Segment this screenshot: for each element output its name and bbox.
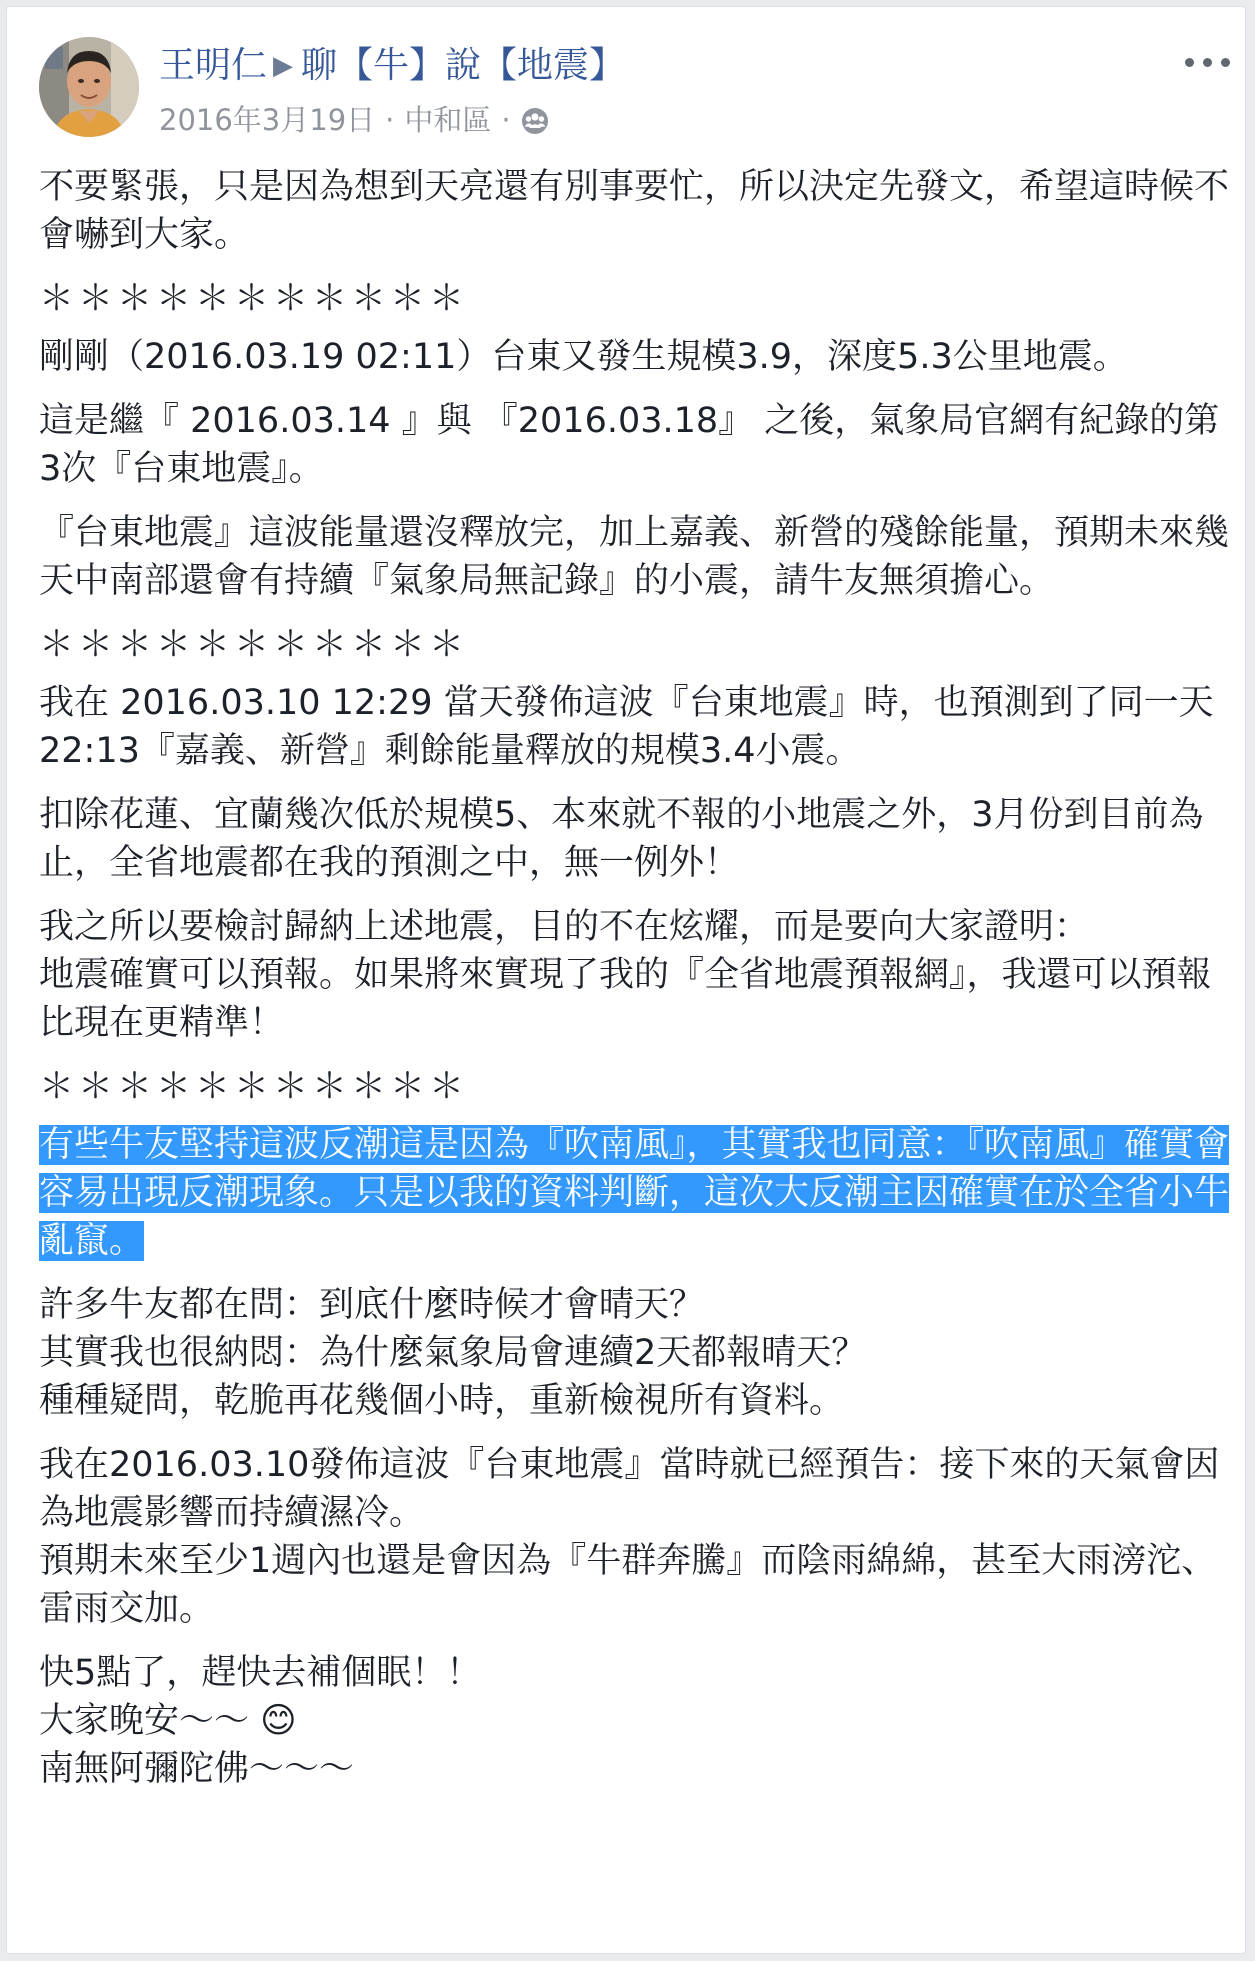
post-meta bbox=[159, 101, 549, 144]
meta-separator: · bbox=[385, 103, 395, 137]
author-name-link[interactable]: 王明仁 bbox=[159, 45, 268, 86]
post-paragraph: 我在2016.03.10發佈這波『台東地震』當時就已經預告：接下來的天氣會因為地震影響而持續濕冷。 預期未來至少1週內也還是會因為『牛群奔騰』而陰雨綿綿，甚至大雨滂沱、雷雨交加。 bbox=[39, 1445, 1220, 1629]
post-paragraph: 我在 2016.03.10 12:29 當天發佈這波『台東地震』時，也預測到了同一天 22:13『嘉義、新營』剩餘能量釋放的規模3.4小震。 bbox=[39, 683, 1214, 771]
post-paragraph: 快5點了，趕快去補個眠！！ 大家晚安～～ 😊 南無阿彌陀佛～～～ bbox=[39, 1653, 482, 1789]
group-name-link[interactable]: 聊【牛】說【地震】 bbox=[301, 45, 626, 86]
post-paragraph-selected bbox=[39, 1121, 1234, 1265]
post-paragraph: 不要緊張，只是因為想到天亮還有別事要忙，所以決定先發文，希望這時候不會嚇到大家。 bbox=[39, 167, 1230, 255]
post-header-title bbox=[159, 43, 625, 89]
meta-separator: · bbox=[501, 103, 511, 137]
selected-text[interactable]: 有些牛友堅持這波反潮這是因為『吹南風』，其實我也同意：『吹南風』確實會容易出現反潮現象。只是以我的資料判斷，這次大反潮主因確實在於全省小牛亂竄。 bbox=[39, 1125, 1230, 1261]
post-location[interactable]: 中和區 bbox=[404, 103, 492, 137]
post-paragraph: 『台東地震』這波能量還沒釋放完，加上嘉義、新營的殘餘能量，預期未來幾天中南部還會有持續『氣象局無記錄』的小震，請牛友無須擔心。 bbox=[39, 513, 1230, 601]
post-paragraph: 扣除花蓮、宜蘭幾次低於規模5、本來就不報的小地震之外，3月份到目前為止，全省地震都在我的預測之中，無一例外！ bbox=[39, 795, 1204, 883]
caret-right-icon: ▶ bbox=[273, 51, 294, 81]
post-card bbox=[6, 6, 1246, 1954]
avatar-photo bbox=[39, 37, 139, 137]
post-divider: ＊＊＊＊＊＊＊＊＊＊＊ bbox=[39, 625, 469, 665]
post-paragraph: 剛剛（2016.03.19 02:11）台東又發生規模3.9，深度5.3公里地震。 bbox=[39, 337, 1128, 377]
post-paragraph: 許多牛友都在問：到底什麼時候才會晴天？ 其實我也很納悶：為什麼氣象局會連續2天都報晴天？ 種種疑問，乾脆再花幾個小時，重新檢視所有資料。 bbox=[39, 1285, 867, 1421]
post-body bbox=[39, 163, 1234, 1809]
post-timestamp[interactable]: 2016年3月19日 bbox=[159, 103, 376, 137]
post-paragraph: 這是繼『 2016.03.14 』與 『2016.03.18』 之後，氣象局官網有紀錄的第3次『台東地震』。 bbox=[39, 401, 1220, 489]
group-audience-icon bbox=[521, 106, 549, 144]
author-avatar[interactable] bbox=[39, 37, 139, 137]
post-paragraph: 我之所以要檢討歸納上述地震，目的不在炫耀，而是要向大家證明： 地震確實可以預報。如果將來實現了我的『全省地震預報網』，我還可以預報比現在更精準！ bbox=[39, 907, 1212, 1043]
post-divider: ＊＊＊＊＊＊＊＊＊＊＊ bbox=[39, 279, 469, 319]
post-divider: ＊＊＊＊＊＊＊＊＊＊＊ bbox=[39, 1067, 469, 1107]
more-options-icon[interactable] bbox=[1183, 49, 1233, 77]
